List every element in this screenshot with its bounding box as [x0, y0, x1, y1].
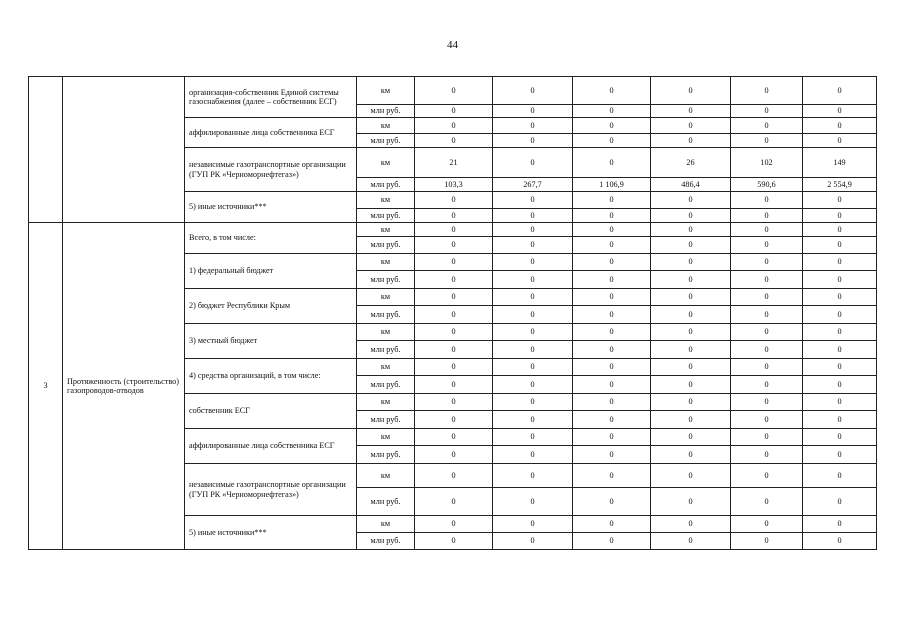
value-cell: 0 [493, 105, 573, 118]
value-cell: 0 [415, 77, 493, 105]
value-cell: 0 [493, 324, 573, 341]
value-cell: 0 [415, 516, 493, 533]
value-cell: 0 [415, 488, 493, 516]
value-cell: 0 [493, 134, 573, 148]
value-cell: 0 [731, 429, 803, 446]
value-cell: 0 [573, 394, 651, 411]
value-cell: 0 [573, 411, 651, 429]
value-cell: 0 [573, 105, 651, 118]
value-cell: 0 [415, 341, 493, 359]
value-cell: 0 [731, 376, 803, 394]
value-cell: 0 [415, 237, 493, 254]
unit-km: км [357, 118, 415, 134]
value-cell: 0 [415, 209, 493, 223]
value-cell: 0 [493, 429, 573, 446]
unit-mln: млн руб. [357, 446, 415, 464]
value-cell: 0 [731, 105, 803, 118]
value-cell: 0 [415, 376, 493, 394]
value-cell: 0 [731, 464, 803, 488]
value-cell: 0 [573, 533, 651, 550]
value-cell: 0 [803, 254, 877, 271]
value-cell: 0 [803, 192, 877, 209]
source-label: 5) иные источники*** [185, 192, 357, 223]
value-cell: 21 [415, 148, 493, 178]
value-cell: 0 [415, 105, 493, 118]
value-cell: 0 [803, 324, 877, 341]
value-cell: 0 [573, 223, 651, 237]
source-label: аффилированные лица собственника ЕСГ [185, 118, 357, 148]
value-cell: 0 [651, 118, 731, 134]
value-cell: 0 [415, 411, 493, 429]
unit-km: км [357, 192, 415, 209]
value-cell: 0 [651, 289, 731, 306]
value-cell: 0 [493, 118, 573, 134]
value-cell: 0 [803, 209, 877, 223]
unit-km: км [357, 516, 415, 533]
value-cell: 0 [573, 271, 651, 289]
unit-km: км [357, 324, 415, 341]
value-cell: 0 [731, 306, 803, 324]
value-cell: 0 [731, 411, 803, 429]
value-cell: 0 [493, 209, 573, 223]
unit-mln: млн руб. [357, 105, 415, 118]
value-cell: 0 [651, 516, 731, 533]
value-cell: 0 [573, 134, 651, 148]
value-cell: 0 [493, 533, 573, 550]
value-cell: 0 [651, 341, 731, 359]
source-label: независимые газотранспортные организации (ГУП РК «Черноморнефтегаз») [185, 464, 357, 516]
unit-mln: млн руб. [357, 209, 415, 223]
value-cell: 0 [493, 376, 573, 394]
value-cell: 267,7 [493, 178, 573, 192]
value-cell: 0 [573, 324, 651, 341]
unit-km: км [357, 77, 415, 105]
unit-mln: млн руб. [357, 237, 415, 254]
value-cell: 0 [731, 516, 803, 533]
row-index: 3 [29, 223, 63, 550]
value-cell: 0 [415, 254, 493, 271]
unit-km: км [357, 464, 415, 488]
investment-table [28, 76, 877, 550]
value-cell: 0 [803, 446, 877, 464]
value-cell: 0 [803, 429, 877, 446]
value-cell: 0 [493, 394, 573, 411]
value-cell: 0 [573, 254, 651, 271]
value-cell: 0 [573, 209, 651, 223]
value-cell: 0 [573, 192, 651, 209]
unit-km: км [357, 223, 415, 237]
value-cell: 0 [493, 411, 573, 429]
value-cell: 102 [731, 148, 803, 178]
value-cell: 0 [573, 148, 651, 178]
value-cell: 0 [493, 271, 573, 289]
value-cell: 0 [493, 306, 573, 324]
value-cell: 0 [803, 289, 877, 306]
value-cell: 0 [573, 376, 651, 394]
value-cell: 0 [493, 359, 573, 376]
value-cell: 0 [415, 118, 493, 134]
value-cell: 0 [651, 77, 731, 105]
value-cell: 0 [803, 516, 877, 533]
value-cell: 0 [803, 394, 877, 411]
value-cell: 590,6 [731, 178, 803, 192]
source-label: организация-собственник Единой системы газоснабжения (далее – собственник ЕСГ) [185, 77, 357, 118]
value-cell: 0 [803, 306, 877, 324]
source-label: 2) бюджет Республики Крым [185, 289, 357, 324]
value-cell: 0 [573, 464, 651, 488]
value-cell: 0 [651, 192, 731, 209]
value-cell: 0 [731, 118, 803, 134]
value-cell: 0 [731, 223, 803, 237]
value-cell: 0 [731, 446, 803, 464]
value-cell: 0 [651, 376, 731, 394]
value-cell: 0 [493, 464, 573, 488]
indicator-name: Протяженность (строительство) газопроводов-отводов [63, 223, 185, 550]
value-cell: 0 [415, 192, 493, 209]
value-cell: 0 [803, 411, 877, 429]
source-label: независимые газотранспортные организации (ГУП РК «Черноморнефтегаз») [185, 148, 357, 192]
unit-km: км [357, 359, 415, 376]
unit-mln: млн руб. [357, 411, 415, 429]
value-cell: 0 [493, 289, 573, 306]
value-cell: 0 [651, 359, 731, 376]
value-cell: 0 [803, 105, 877, 118]
value-cell: 0 [415, 223, 493, 237]
value-cell: 1 106,9 [573, 178, 651, 192]
value-cell: 0 [651, 324, 731, 341]
value-cell: 0 [651, 254, 731, 271]
value-cell: 0 [493, 341, 573, 359]
value-cell: 0 [731, 324, 803, 341]
page-number: 44 [447, 39, 458, 51]
value-cell: 0 [731, 341, 803, 359]
value-cell: 0 [493, 223, 573, 237]
value-cell: 0 [573, 77, 651, 105]
value-cell: 0 [803, 118, 877, 134]
value-cell: 0 [731, 77, 803, 105]
table-row [29, 77, 877, 105]
value-cell: 0 [651, 429, 731, 446]
value-cell: 0 [493, 77, 573, 105]
value-cell: 0 [803, 134, 877, 148]
indicator-name [63, 77, 185, 223]
value-cell: 0 [415, 134, 493, 148]
value-cell: 0 [731, 237, 803, 254]
value-cell: 0 [573, 237, 651, 254]
value-cell: 0 [803, 237, 877, 254]
source-label: собственник ЕСГ [185, 394, 357, 429]
value-cell: 0 [803, 77, 877, 105]
unit-mln: млн руб. [357, 178, 415, 192]
value-cell: 0 [415, 306, 493, 324]
value-cell: 0 [731, 533, 803, 550]
value-cell: 486,4 [651, 178, 731, 192]
value-cell: 26 [651, 148, 731, 178]
value-cell: 0 [731, 209, 803, 223]
value-cell: 0 [651, 533, 731, 550]
value-cell: 0 [731, 289, 803, 306]
source-label: 5) иные источники*** [185, 516, 357, 550]
value-cell: 0 [731, 488, 803, 516]
value-cell: 0 [415, 324, 493, 341]
value-cell: 0 [803, 376, 877, 394]
value-cell: 0 [415, 359, 493, 376]
value-cell: 0 [803, 359, 877, 376]
source-label: 3) местный бюджет [185, 324, 357, 359]
value-cell: 0 [803, 341, 877, 359]
source-label: Всего, в том числе: [185, 223, 357, 254]
value-cell: 0 [731, 254, 803, 271]
value-cell: 0 [731, 359, 803, 376]
value-cell: 0 [651, 306, 731, 324]
value-cell: 0 [803, 223, 877, 237]
value-cell: 0 [651, 271, 731, 289]
unit-mln: млн руб. [357, 376, 415, 394]
value-cell: 0 [651, 488, 731, 516]
unit-km: км [357, 289, 415, 306]
value-cell: 0 [731, 192, 803, 209]
value-cell: 0 [803, 464, 877, 488]
table-row [29, 223, 877, 237]
value-cell: 0 [573, 446, 651, 464]
value-cell: 0 [415, 446, 493, 464]
unit-mln: млн руб. [357, 271, 415, 289]
value-cell: 0 [415, 533, 493, 550]
value-cell: 0 [731, 134, 803, 148]
value-cell: 0 [415, 464, 493, 488]
value-cell: 0 [651, 394, 731, 411]
value-cell: 2 554,9 [803, 178, 877, 192]
value-cell: 0 [415, 429, 493, 446]
value-cell: 0 [415, 394, 493, 411]
value-cell: 0 [493, 148, 573, 178]
value-cell: 0 [573, 306, 651, 324]
value-cell: 149 [803, 148, 877, 178]
value-cell: 0 [493, 254, 573, 271]
value-cell: 0 [415, 289, 493, 306]
source-label: 1) федеральный бюджет [185, 254, 357, 289]
value-cell: 0 [573, 118, 651, 134]
unit-km: км [357, 429, 415, 446]
unit-km: км [357, 394, 415, 411]
unit-km: км [357, 148, 415, 178]
value-cell: 0 [493, 192, 573, 209]
value-cell: 0 [651, 105, 731, 118]
value-cell: 0 [803, 271, 877, 289]
value-cell: 0 [651, 446, 731, 464]
value-cell: 0 [651, 464, 731, 488]
value-cell: 0 [573, 429, 651, 446]
row-index [29, 77, 63, 223]
source-label: 4) средства организаций, в том числе: [185, 359, 357, 394]
source-label: аффилированные лица собственника ЕСГ [185, 429, 357, 464]
value-cell: 0 [803, 533, 877, 550]
value-cell: 0 [651, 237, 731, 254]
value-cell: 0 [651, 209, 731, 223]
value-cell: 0 [573, 516, 651, 533]
value-cell: 0 [493, 446, 573, 464]
value-cell: 0 [415, 271, 493, 289]
value-cell: 103,3 [415, 178, 493, 192]
value-cell: 0 [803, 488, 877, 516]
value-cell: 0 [493, 488, 573, 516]
unit-mln: млн руб. [357, 134, 415, 148]
value-cell: 0 [731, 394, 803, 411]
value-cell: 0 [651, 223, 731, 237]
unit-mln: млн руб. [357, 306, 415, 324]
unit-mln: млн руб. [357, 341, 415, 359]
unit-mln: млн руб. [357, 488, 415, 516]
value-cell: 0 [573, 488, 651, 516]
value-cell: 0 [731, 271, 803, 289]
value-cell: 0 [651, 134, 731, 148]
value-cell: 0 [573, 289, 651, 306]
table-body [29, 77, 877, 550]
value-cell: 0 [651, 411, 731, 429]
value-cell: 0 [493, 516, 573, 533]
value-cell: 0 [493, 237, 573, 254]
unit-km: км [357, 254, 415, 271]
unit-mln: млн руб. [357, 533, 415, 550]
value-cell: 0 [573, 341, 651, 359]
value-cell: 0 [573, 359, 651, 376]
